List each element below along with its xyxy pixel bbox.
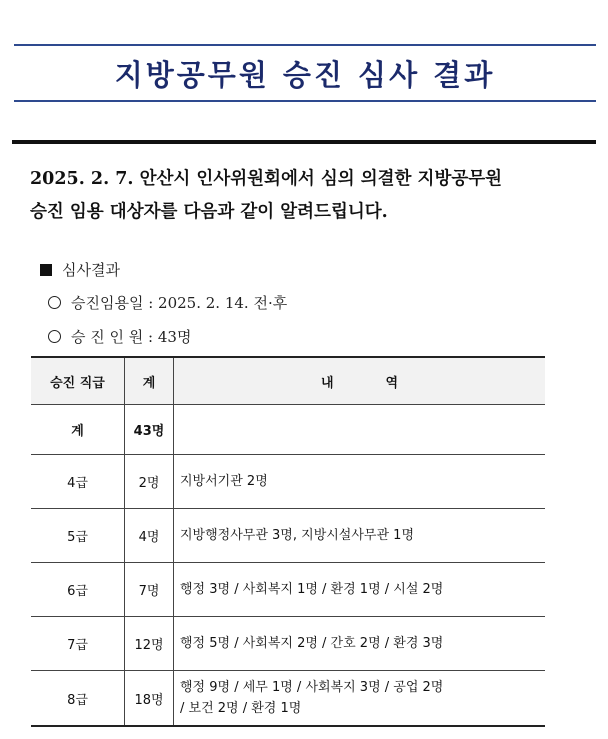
- header-detail-a: 내: [320, 375, 334, 391]
- table-row: [31, 671, 545, 727]
- row-detail: [174, 509, 546, 563]
- row-grade: 8급: [31, 671, 125, 727]
- section-heading-label: 심사결과: [62, 261, 120, 279]
- promotion-count-item: [48, 326, 191, 347]
- promotion-count-text: 승 진 인 원 : 43명: [71, 328, 192, 346]
- row-detail-line: 행정 3명 / 사회복지 1명 / 환경 1명 / 시설 2명: [180, 582, 444, 597]
- row-count: 18명: [125, 671, 174, 727]
- circle-bullet-icon: [48, 296, 61, 309]
- table-row: [31, 563, 545, 617]
- promotion-date-text: 승진임용일 : 2025. 2. 14. 전·후: [71, 294, 288, 312]
- page-title: 지방공무원 승진 심사 결과: [114, 57, 496, 92]
- divider-rule: [12, 140, 596, 144]
- row-count: 2명: [125, 455, 174, 509]
- intro-paragraph: [30, 163, 590, 229]
- row-detail: [174, 671, 546, 727]
- summary-detail: [174, 405, 546, 455]
- row-count: 12명: [125, 617, 174, 671]
- row-count: 4명: [125, 509, 174, 563]
- header-detail: [174, 357, 546, 405]
- summary-row: [31, 405, 545, 455]
- row-grade: 5급: [31, 509, 125, 563]
- header-count: 계: [125, 357, 174, 405]
- header-detail-b: 역: [385, 375, 399, 391]
- summary-count: 43명: [125, 405, 174, 455]
- row-grade: 4급: [31, 455, 125, 509]
- summary-grade: 계: [31, 405, 125, 455]
- intro-line-1: 2025. 2. 7. 안산시 인사위원회에서 심의 의결한 지방공무원: [30, 169, 503, 189]
- table-row: [31, 509, 545, 563]
- row-grade: 6급: [31, 563, 125, 617]
- promotion-date-item: [48, 292, 287, 313]
- row-detail-line: 지방행정사무관 3명, 지방시설사무관 1명: [180, 528, 414, 543]
- row-detail-line: 행정 5명 / 사회복지 2명 / 간호 2명 / 환경 3명: [180, 636, 444, 651]
- row-detail-line: / 보건 2명 / 환경 1명: [180, 701, 302, 716]
- table-row: [31, 617, 545, 671]
- table-row: [31, 455, 545, 509]
- title-banner: [14, 44, 596, 102]
- row-detail: [174, 455, 546, 509]
- intro-line-2: 승진 임용 대상자를 다음과 같이 알려드립니다.: [30, 202, 388, 222]
- row-count: 7명: [125, 563, 174, 617]
- row-grade: 7급: [31, 617, 125, 671]
- row-detail-line: 행정 9명 / 세무 1명 / 사회복지 3명 / 공업 2명: [180, 680, 444, 695]
- row-detail: [174, 617, 546, 671]
- table-header-row: [31, 357, 545, 405]
- circle-bullet-icon: [48, 330, 61, 343]
- square-bullet-icon: [40, 264, 52, 276]
- result-table: [31, 356, 545, 727]
- row-detail-line: 지방서기관 2명: [180, 474, 268, 489]
- section-heading: [40, 259, 120, 280]
- row-detail: [174, 563, 546, 617]
- header-grade: 승진 직급: [31, 357, 125, 405]
